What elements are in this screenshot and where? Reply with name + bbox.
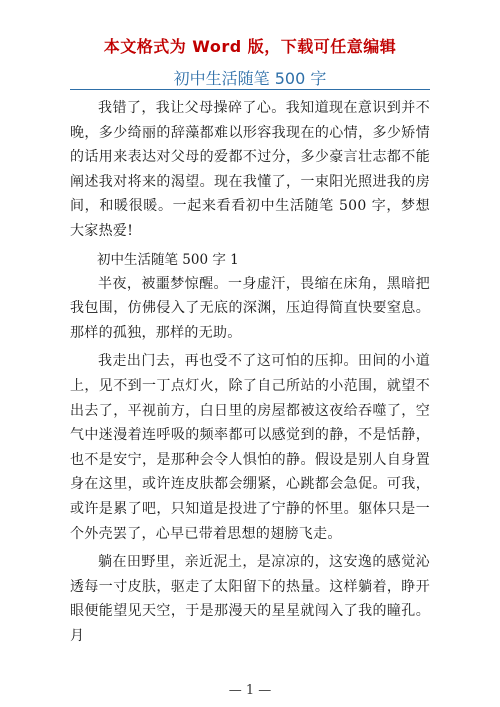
body-paragraph: 半夜，被噩梦惊醒。一身虚汗，畏缩在床角，黑暗把我包围，仿佛侵入了无底的深渊，压迫得简直快要窒息。那样的孤独，那样的无助。 [70,275,430,341]
intro-paragraph: 我错了，我让父母操碎了心。我知道现在意识到并不晚，多少绮丽的辞藻都难以形容我现在的心情，多少矫情的话用来表达对父母的爱都不过分，多少豪言壮志都不能阐述我对将来的渴望。现在我懂了，一束阳光照进我的房间，和暖很暖。一起来看看初中生活随笔 500 字，梦想大家热爱! [70,100,430,239]
document-title: 初中生活随笔 500 字 [173,69,327,88]
title-divider [70,89,430,90]
edit-notice-banner: 本文格式为 Word 版，下载可任意编辑 [103,37,397,56]
body-paragraph: 躺在田野里，亲近泥土，是凉凉的，这安逸的感觉沁透每一寸皮肤，驱走了太阳留下的热量。这样躺着，睁开眼便能望见天空，于是那漫天的星星就闯入了我的瞳孔。月 [70,554,430,644]
document-body [70,96,430,648]
section-heading: 初中生活随笔 500 字 1 [97,251,239,268]
body-paragraph: 我走出门去，再也受不了这可怕的压抑。田间的小道上，见不到一丁点灯火，除了自己所站的小范围，就望不出去了，平视前方，白日里的房屋都被这夜给吞噬了，空气中迷漫着连呼吸的频率都可以感觉到的静，不是恬静，也不是安宁，是那种会令人惧怕的静。假设是别人自身置身在这里，或许连皮肤都会绷紧，心跳都会急促。可我，或许是累了吧，只知道是投进了宁静的怀里。躯体只是一个外壳罢了，心早已带着思想的翅膀飞走。 [70,353,430,542]
page-number: — 1 — [228,683,272,698]
